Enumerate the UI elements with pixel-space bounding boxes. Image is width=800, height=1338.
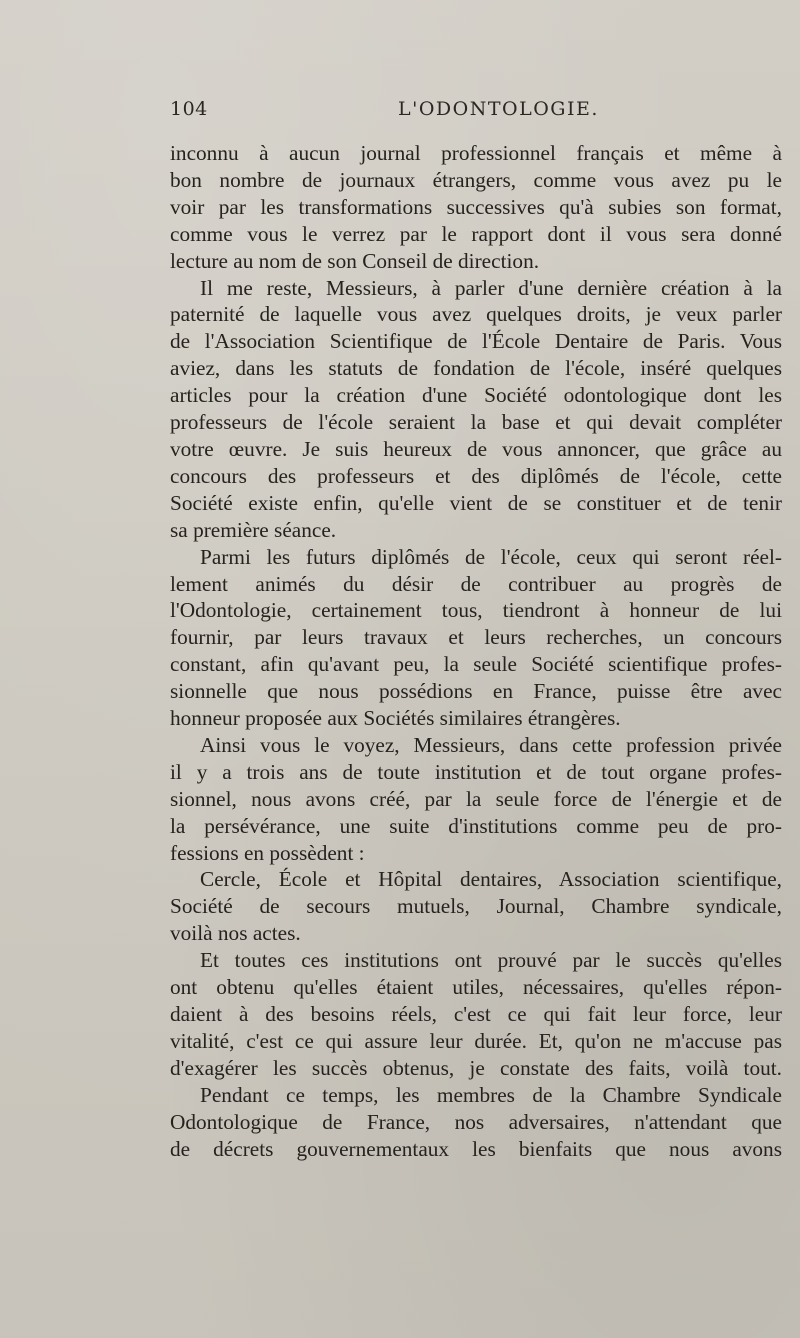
text-line: il y a trois ans de toute institution et de tout organe profes- bbox=[170, 759, 782, 784]
paragraph bbox=[170, 947, 782, 1082]
text-line: comme vous le verrez par le rapport dont il vous sera donné bbox=[170, 221, 782, 246]
text-line: aviez, dans les statuts de fondation de l'école, inséré quelques bbox=[170, 356, 782, 381]
page-number: 104 bbox=[170, 98, 208, 120]
body-text bbox=[170, 140, 782, 1162]
text-line: voir par les transformations successives qu'à subies son format, bbox=[170, 194, 782, 219]
text-line: articles pour la création d'une Société odontologique dont les bbox=[170, 383, 782, 408]
paragraph bbox=[170, 275, 782, 544]
text-line: de l'Association Scientifique de l'École Dentaire de Paris. Vous bbox=[170, 329, 782, 354]
text-line: Parmi les futurs diplômés de l'école, ceux qui seront réel- bbox=[200, 544, 782, 569]
text-line: Société de secours mutuels, Journal, Chambre syndicale, bbox=[170, 894, 782, 919]
text-line: sionnelle que nous possédions en France, puisse être avec bbox=[170, 679, 782, 704]
text-line: Il me reste, Messieurs, à parler d'une dernière création à la bbox=[200, 275, 782, 300]
text-line: bon nombre de journaux étrangers, comme vous avez pu le bbox=[170, 167, 782, 192]
text-line: fournir, par leurs travaux et leurs recherches, un concours bbox=[170, 625, 782, 650]
text-line: voilà nos actes. bbox=[170, 921, 301, 946]
text-line: Cercle, École et Hôpital dentaires, Association scientifique, bbox=[200, 867, 782, 892]
text-line: de décrets gouvernementaux les bienfaits que nous avons bbox=[170, 1136, 782, 1161]
text-line: concours des professeurs et des diplômés de l'école, cette bbox=[170, 463, 782, 488]
text-line: d'exagérer les succès obtenus, je constate des faits, voilà tout. bbox=[170, 1055, 782, 1080]
text-line: Ainsi vous le voyez, Messieurs, dans cette profession privée bbox=[200, 732, 782, 757]
text-line: ont obtenu qu'elles étaient utiles, nécessaires, qu'elles répon- bbox=[170, 975, 782, 1000]
text-line: Et toutes ces institutions ont prouvé par le succès qu'elles bbox=[200, 948, 782, 973]
text-line: Pendant ce temps, les membres de la Chambre Syndicale bbox=[200, 1082, 782, 1107]
paragraph bbox=[170, 140, 782, 275]
text-line: professeurs de l'école seraient la base et qui devait compléter bbox=[170, 410, 782, 435]
text-line: honneur proposée aux Sociétés similaires étrangères. bbox=[170, 706, 621, 731]
text-line: fessions en possèdent : bbox=[170, 840, 365, 865]
text-line: sa première séance. bbox=[170, 517, 337, 542]
text-line: sionnel, nous avons créé, par la seule force de l'énergie et de bbox=[170, 786, 782, 811]
paragraph bbox=[170, 732, 782, 867]
paragraph bbox=[170, 866, 782, 947]
paragraph bbox=[170, 1082, 782, 1163]
text-line: constant, afin qu'avant peu, la seule Société scientifique profes- bbox=[170, 652, 782, 677]
text-line: lement animés du désir de contribuer au progrès de bbox=[170, 571, 782, 596]
page-header bbox=[170, 98, 780, 128]
text-line: Société existe enfin, qu'elle vient de se constituer et de tenir bbox=[170, 490, 782, 515]
text-line: inconnu à aucun journal professionnel français et même à bbox=[170, 141, 782, 165]
text-line: votre œuvre. Je suis heureux de vous annoncer, que grâce au bbox=[170, 436, 782, 461]
text-line: paternité de laquelle vous avez quelques droits, je veux parler bbox=[170, 302, 782, 327]
running-title: L'ODONTOLOGIE. bbox=[398, 98, 599, 120]
text-line: daient à des besoins réels, c'est ce qui fait leur force, leur bbox=[170, 1002, 782, 1026]
text-line: l'Odontologie, certainement tous, tiendront à honneur de lui bbox=[170, 598, 782, 623]
paragraph bbox=[170, 544, 782, 732]
text-line: lecture au nom de son Conseil de direction. bbox=[170, 248, 540, 273]
text-line: Odontologique de France, nos adversaires, n'attendant que bbox=[170, 1109, 782, 1134]
text-line: la persévérance, une suite d'institutions comme peu de pro- bbox=[170, 813, 782, 838]
text-line: vitalité, c'est ce qui assure leur durée. Et, qu'on ne m'accuse pas bbox=[170, 1028, 782, 1053]
